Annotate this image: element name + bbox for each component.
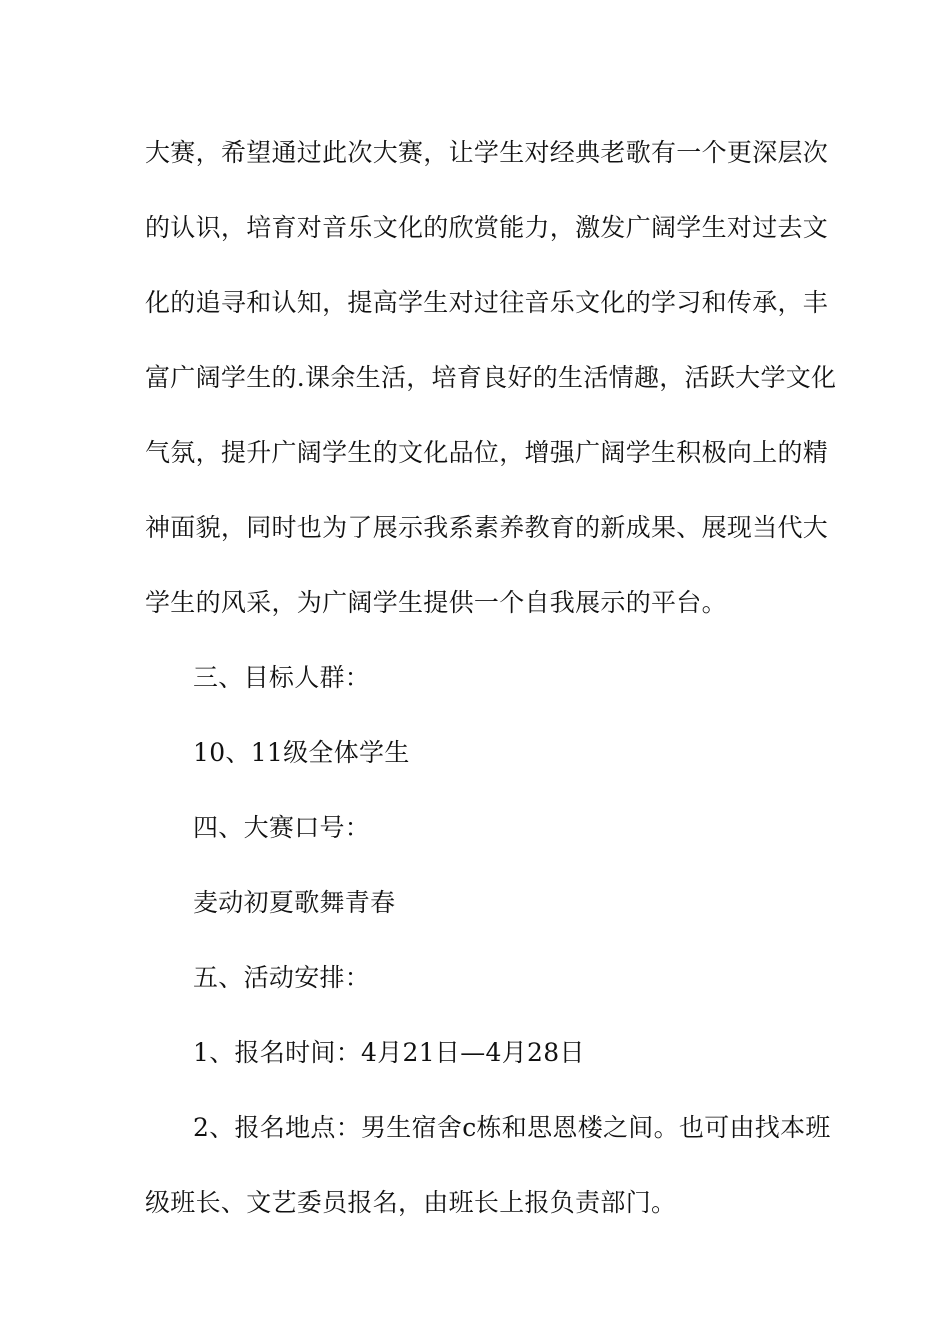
- paragraph-line: 学生的风采，为广阔学生提供一个自我展示的平台。: [145, 588, 727, 617]
- section-heading-target-audience: 三、目标人群：: [193, 663, 371, 692]
- paragraph-line: 的认识，培育对音乐文化的欣赏能力，激发广阔学生对过去文: [145, 213, 829, 242]
- target-audience-text: 10、11级全体学生: [193, 738, 410, 767]
- paragraph-line: 气氛，提升广阔学生的文化品位，增强广阔学生积极向上的精: [145, 438, 829, 467]
- slogan-text: 麦动初夏歌舞青春: [193, 888, 396, 917]
- section-heading-slogan: 四、大赛口号：: [193, 813, 371, 842]
- registration-location-line-2: 级班长、文艺委员报名，由班长上报负责部门。: [145, 1188, 677, 1217]
- paragraph-line: 大赛，希望通过此次大赛，让学生对经典老歌有一个更深层次: [145, 138, 829, 167]
- paragraph-line: 神面貌，同时也为了展示我系素养教育的新成果、展现当代大: [145, 513, 829, 542]
- paragraph-line: 富广阔学生的.课余生活，培育良好的生活情趣，活跃大学文化: [145, 363, 837, 392]
- paragraph-line: 化的追寻和认知，提高学生对过往音乐文化的学习和传承，丰: [145, 288, 829, 317]
- registration-time: 1、报名时间：4月21日—4月28日: [193, 1038, 585, 1067]
- registration-location-line-1: 2、报名地点：男生宿舍c栋和思恩楼之间。也可由找本班: [193, 1113, 831, 1142]
- section-heading-schedule: 五、活动安排：: [193, 963, 371, 992]
